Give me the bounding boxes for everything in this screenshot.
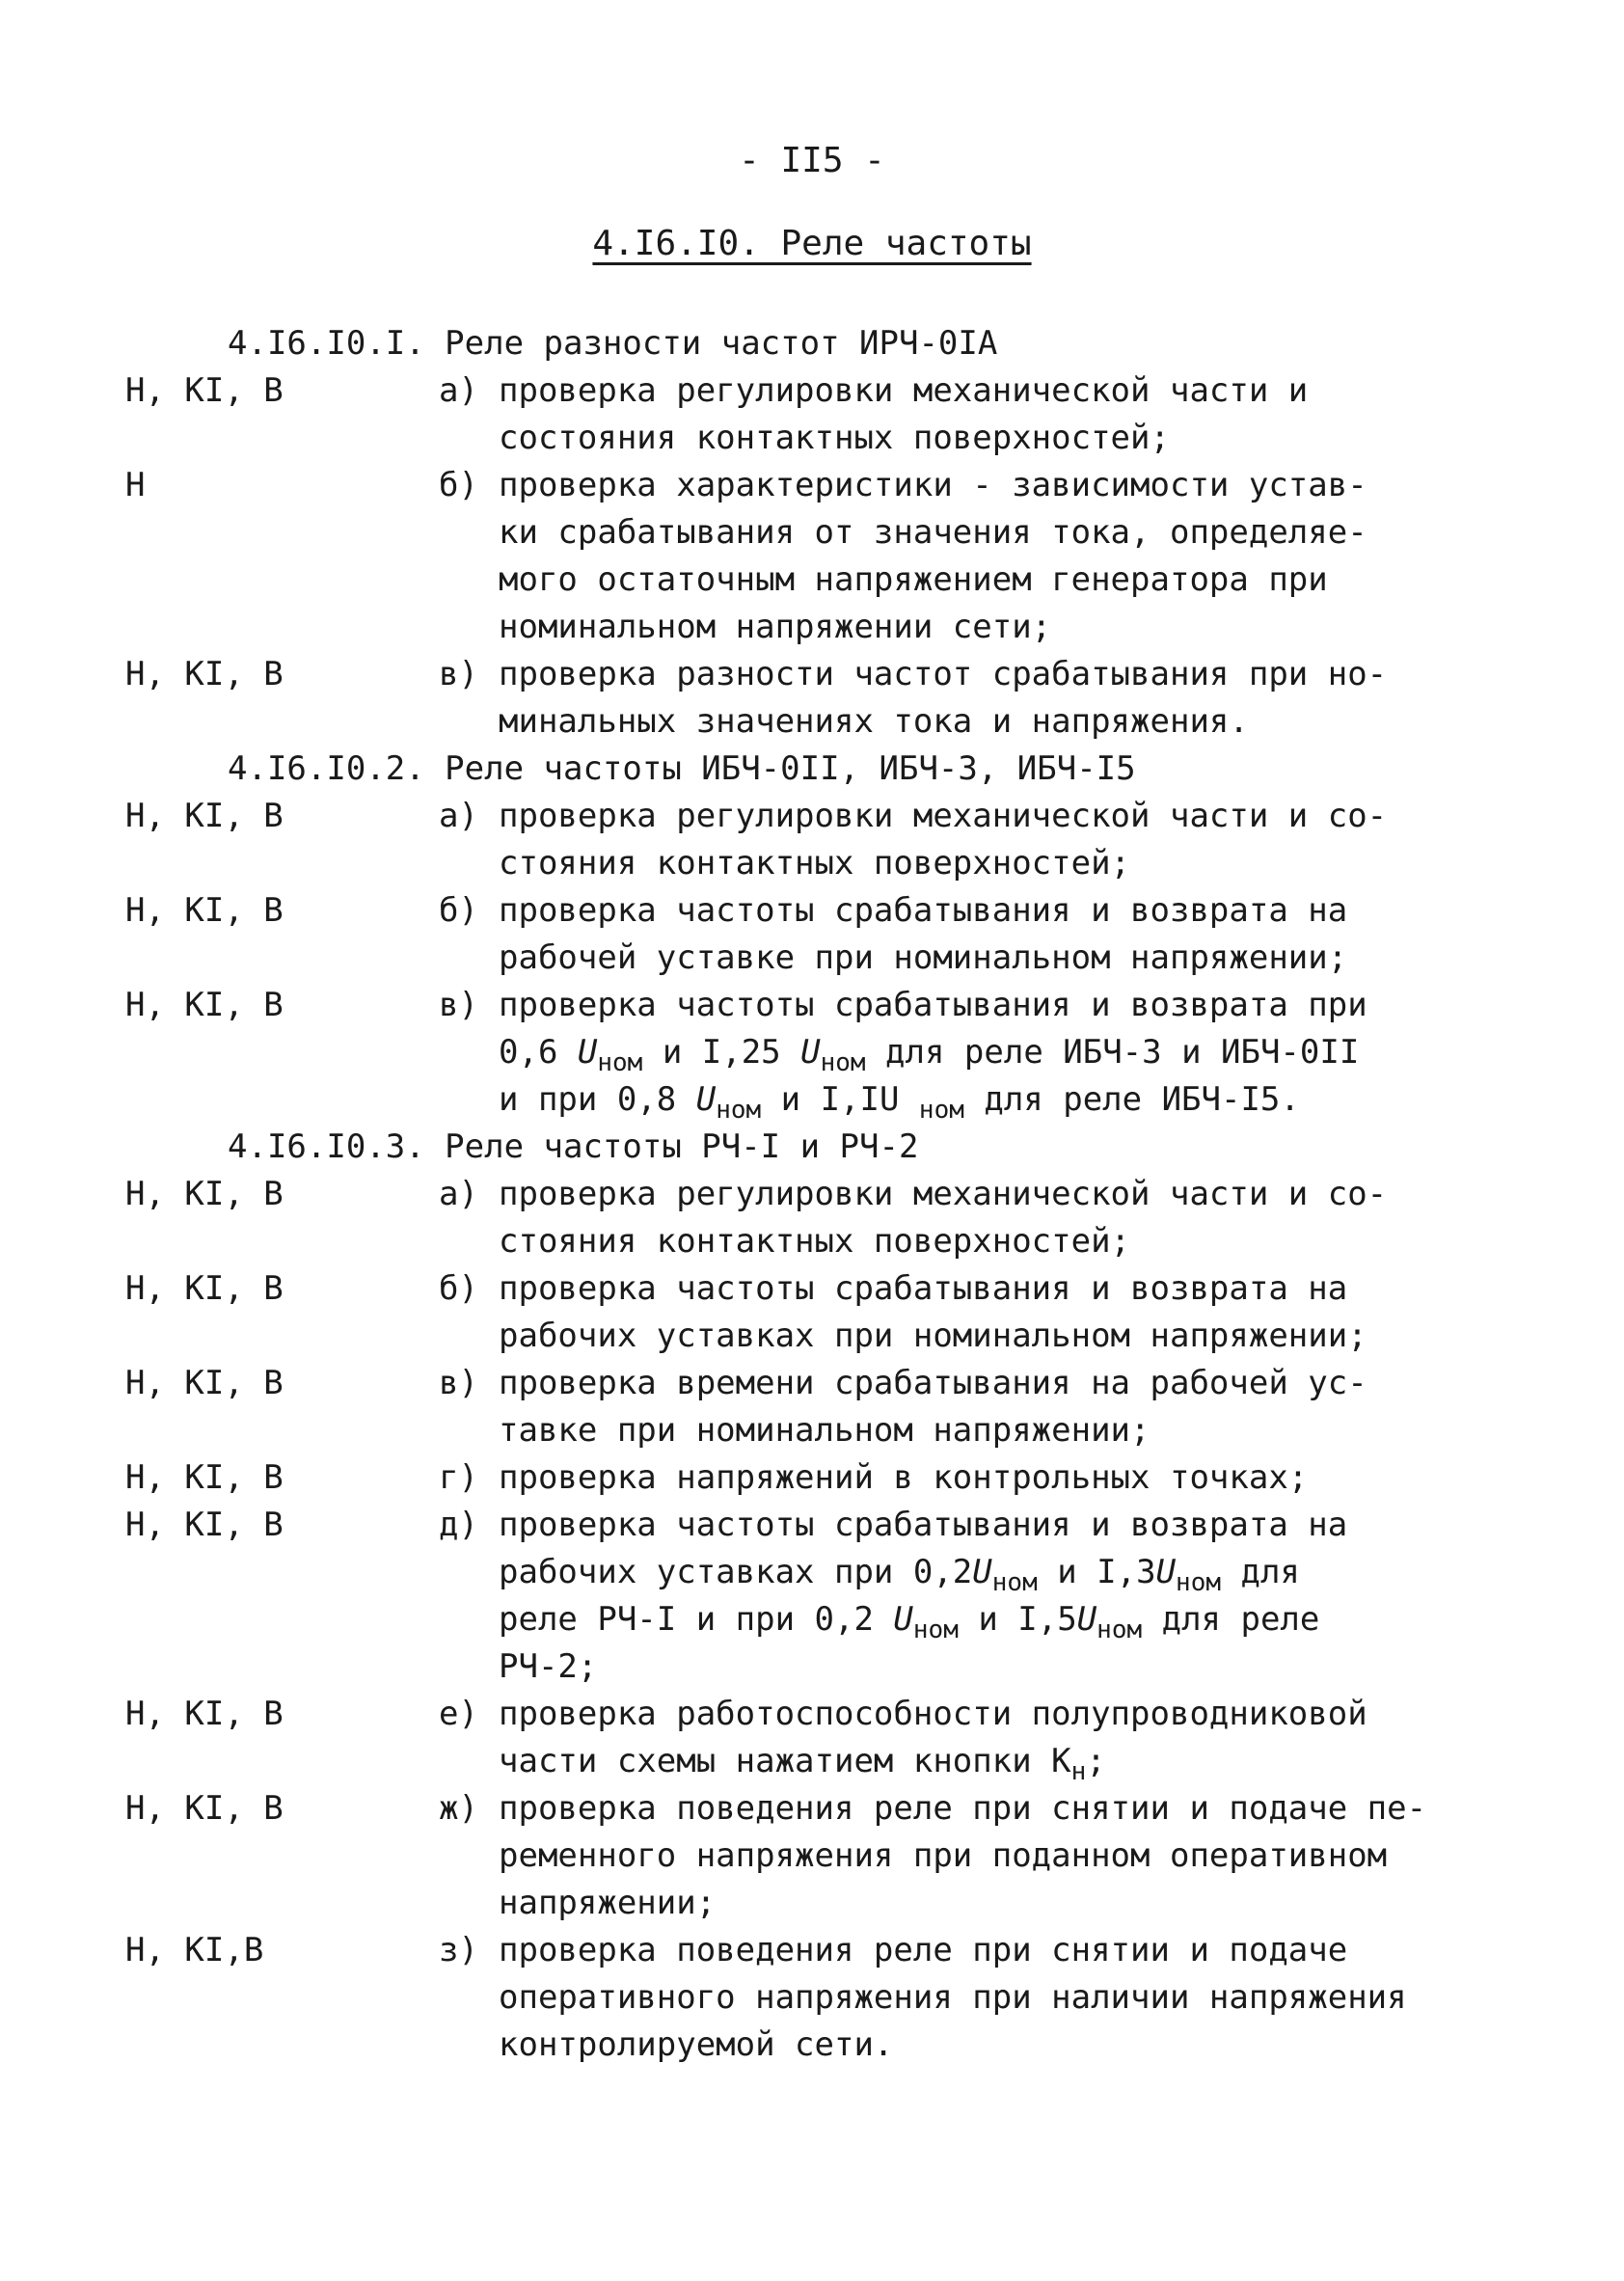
check-item-code: Н, КI, В <box>125 371 284 410</box>
text-line: проверка частоты срабатывания и возврата при <box>499 986 1367 1024</box>
text-line: проверка частоты срабатывания и возврата на <box>499 1269 1348 1308</box>
section-title-text: 4.I6.I0. Реле частоты <box>592 224 1032 263</box>
check-item-code: Н, КI, В <box>125 1175 284 1213</box>
text-line: стояния контактных поверхностей; <box>499 1222 1131 1261</box>
check-item-text <box>499 1502 1475 1691</box>
check-item <box>125 1360 1475 1454</box>
text-line: рабочей уставке при номинальном напряжении; <box>499 938 1348 977</box>
check-item <box>125 887 1475 982</box>
check-item-letter: в) <box>439 655 478 693</box>
text-line: ки срабатывания от значения тока, определяе- <box>499 513 1367 552</box>
text-line: ременного напряжения при поданном оперативном <box>499 1836 1388 1875</box>
section-title <box>0 224 1624 263</box>
check-item <box>125 1785 1475 1927</box>
text-line: проверка напряжений в контрольных точках; <box>499 1458 1309 1497</box>
text-line: номинальном напряжении сети; <box>499 608 1052 646</box>
check-item-code: Н, КI,В <box>125 1931 264 1969</box>
check-item <box>125 1265 1475 1360</box>
check-item-letter: д) <box>439 1506 478 1544</box>
subsection <box>125 746 1475 1124</box>
subsection-heading: 4.I6.I0.I. Реле разности частот ИРЧ-0IA <box>228 324 998 363</box>
check-item <box>125 651 1475 746</box>
text-line: состояния контактных поверхностей; <box>499 419 1170 457</box>
page-number: - II5 - <box>739 141 885 180</box>
check-item-text <box>499 367 1475 462</box>
check-item-text <box>499 1265 1475 1360</box>
text-line: части схемы нажатием кнопки $К_н$; <box>499 1742 1106 1786</box>
text-line: проверка работоспособности полупроводниковой <box>499 1695 1367 1733</box>
check-item-code: Н, КI, В <box>125 1364 284 1402</box>
check-item-text <box>499 793 1475 887</box>
check-item <box>125 462 1475 651</box>
text-line: проверка регулировки механической части и <box>499 371 1309 410</box>
text-line: реле РЧ-I и при 0,2 $U_{ном}$ и $I,5U_{ном}$ для реле <box>499 1600 1320 1644</box>
subsection <box>125 1124 1475 2069</box>
check-item-code: Н, КI, В <box>125 891 284 930</box>
check-item-code: Н, КI, В <box>125 1695 284 1733</box>
document-body <box>125 320 1475 2069</box>
check-item <box>125 1502 1475 1691</box>
check-item-text <box>499 1454 1475 1502</box>
check-item-letter: а) <box>439 797 478 835</box>
text-line: 0,6 $U_{ном}$ и I,25 $U_{ном}$ для реле ИБЧ-3 и ИБЧ-0II <box>499 1033 1360 1077</box>
text-line: контролируемой сети. <box>499 2025 894 2064</box>
check-item <box>125 367 1475 462</box>
check-item-text <box>499 462 1475 651</box>
text-line: стояния контактных поверхностей; <box>499 844 1131 883</box>
check-item-code: Н, КI, В <box>125 797 284 835</box>
text-line: напряжении; <box>499 1884 717 1922</box>
check-item-letter: ж) <box>439 1789 478 1828</box>
check-item <box>125 1927 1475 2069</box>
check-item-text <box>499 887 1475 982</box>
check-item-text <box>499 651 1475 746</box>
check-item-letter: а) <box>439 1175 478 1213</box>
subsection-heading: 4.I6.I0.3. Реле частоты РЧ-I и РЧ-2 <box>228 1127 919 1166</box>
check-item-code: Н, КI, В <box>125 1269 284 1308</box>
check-item-code: Н, КI, В <box>125 1458 284 1497</box>
check-item-code: Н <box>125 466 146 504</box>
check-item <box>125 982 1475 1124</box>
check-item-code: Н, КI, В <box>125 986 284 1024</box>
check-item-code: Н, КI, В <box>125 1789 284 1828</box>
check-item-letter: а) <box>439 371 478 410</box>
text-line: проверка разности частот срабатывания при но- <box>499 655 1388 693</box>
check-item <box>125 1691 1475 1785</box>
text-line: оперативного напряжения при наличии напряжения <box>499 1978 1407 2017</box>
text-line: и при 0,8 $U_{ном}$ и I,IU $_{ном}$ для реле ИБЧ-I5. <box>499 1080 1300 1125</box>
text-line: минальных значениях тока и напряжения. <box>499 702 1249 741</box>
text-line: проверка характеристики - зависимости устав- <box>499 466 1367 504</box>
text-line: рабочих уставках при номинальном напряжении; <box>499 1317 1367 1355</box>
text-line: проверка поведения реле при снятии и подаче пе- <box>499 1789 1427 1828</box>
check-item-letter: б) <box>439 891 478 930</box>
check-item-code: Н, КI, В <box>125 655 284 693</box>
check-item-code: Н, КI, В <box>125 1506 284 1544</box>
text-line: проверка поведения реле при снятии и подаче <box>499 1931 1348 1969</box>
check-item-text <box>499 1927 1475 2069</box>
text-line: проверка регулировки механической части и со- <box>499 1175 1388 1213</box>
check-item-letter: б) <box>439 466 478 504</box>
check-item-letter: б) <box>439 1269 478 1308</box>
check-item-letter: в) <box>439 986 478 1024</box>
text-line: проверка регулировки механической части и со- <box>499 797 1388 835</box>
check-item-text <box>499 982 1475 1124</box>
check-item-text <box>499 1691 1475 1785</box>
text-line: мого остаточным напряжением генератора при <box>499 560 1328 599</box>
check-item <box>125 1171 1475 1265</box>
text-line: проверка частоты срабатывания и возврата на <box>499 1506 1348 1544</box>
subsection <box>125 320 1475 746</box>
check-item-text <box>499 1360 1475 1454</box>
check-item-text <box>499 1171 1475 1265</box>
subsection-heading: 4.I6.I0.2. Реле частоты ИБЧ-0II, ИБЧ-3, ИБЧ-I5 <box>228 749 1136 788</box>
text-line: тавке при номинальном напряжении; <box>499 1411 1150 1450</box>
check-item-letter: з) <box>439 1931 478 1969</box>
check-item <box>125 1454 1475 1502</box>
check-item-letter: е) <box>439 1695 478 1733</box>
text-line: рабочих уставках при $0,2U_{ном}$ и $I,3U_{ном}$ для <box>499 1553 1300 1597</box>
text-line: РЧ-2; <box>499 1647 598 1686</box>
check-item-text <box>499 1785 1475 1927</box>
text-line: проверка времени срабатывания на рабочей ус- <box>499 1364 1367 1402</box>
text-line: проверка частоты срабатывания и возврата на <box>499 891 1348 930</box>
check-item-letter: г) <box>439 1458 478 1497</box>
check-item-letter: в) <box>439 1364 478 1402</box>
check-item <box>125 793 1475 887</box>
